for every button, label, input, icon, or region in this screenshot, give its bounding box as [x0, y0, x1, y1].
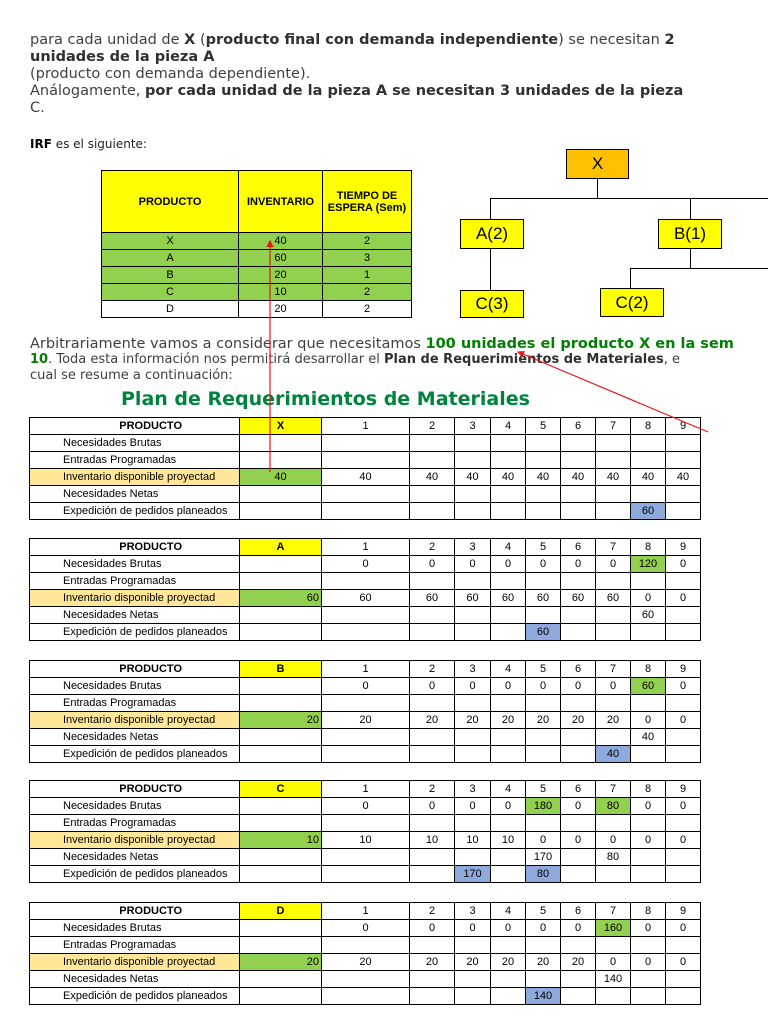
mrp-week-header: 1	[322, 903, 410, 920]
mrp-cell: 20	[491, 954, 526, 971]
mrp-week-header: 4	[491, 903, 526, 920]
mrp-week-header: 5	[526, 661, 561, 678]
inventory-cell: B	[102, 267, 239, 284]
mrp-week-header: 6	[561, 903, 596, 920]
mrp-cell: 0	[666, 712, 701, 729]
mrp-cell: 80	[596, 798, 631, 815]
mrp-row-label: Necesidades Netas	[30, 971, 240, 988]
mrp-row-label: Necesidades Netas	[30, 486, 240, 503]
mrp-cell: 10	[491, 832, 526, 849]
mrp-week-header: 7	[596, 539, 631, 556]
inventory-cell: 20	[239, 301, 323, 318]
mrp-product-name: D	[240, 903, 322, 920]
mrp-week-header: 1	[322, 661, 410, 678]
mrp-week-header: 3	[455, 418, 491, 435]
mrp-cell: 0	[410, 678, 455, 695]
mrp-initial-inventory: 10	[240, 832, 322, 849]
mrp-cell: 140	[596, 971, 631, 988]
inventory-cell: 3	[323, 250, 412, 267]
mrp-cell: 0	[455, 678, 491, 695]
mrp-row-label: Expedición de pedidos planeados	[30, 866, 240, 883]
mrp-cell: 0	[455, 798, 491, 815]
mrp-week-header: 9	[666, 418, 701, 435]
inventory-cell: 20	[239, 267, 323, 284]
mrp-week-header: 9	[666, 539, 701, 556]
mrp-initial-inventory: 20	[240, 712, 322, 729]
mrp-product-label: PRODUCTO	[30, 539, 240, 556]
mrp-cell: 80	[526, 866, 561, 883]
mrp-week-header: 7	[596, 418, 631, 435]
mrp-cell: 20	[455, 954, 491, 971]
mrp-cell: 180	[526, 798, 561, 815]
mrp-cell: 20	[526, 954, 561, 971]
mrp-cell: 0	[322, 556, 410, 573]
inventory-header-cell: PRODUCTO	[102, 171, 239, 233]
mrp-cell: 20	[561, 712, 596, 729]
mrp-week-header: 5	[526, 903, 561, 920]
mrp-cell: 20	[561, 954, 596, 971]
inventory-cell: C	[102, 284, 239, 301]
mrp-week-header: 7	[596, 661, 631, 678]
mrp-cell: 0	[666, 556, 701, 573]
mrp-cell: 0	[596, 832, 631, 849]
mrp-cell: 20	[455, 712, 491, 729]
mrp-cell: 40	[455, 469, 491, 486]
mrp-week-header: 1	[322, 781, 410, 798]
mrp-week-header: 2	[410, 661, 455, 678]
mrp-cell: 20	[322, 954, 410, 971]
mrp-week-header: 8	[631, 418, 666, 435]
mrp-cell: 0	[491, 678, 526, 695]
plan-title: Plan de Requerimientos de Materiales	[121, 388, 530, 410]
mrp-cell: 40	[491, 469, 526, 486]
mrp-cell: 60	[631, 503, 666, 520]
arrow-demand-link	[518, 352, 708, 432]
mrp-cell: 60	[631, 678, 666, 695]
mrp-week-header: 2	[410, 539, 455, 556]
requirement-paragraph: Arbitrariamente vamos a considerar que necesitamos 100 unidades el producto X en la sem 10. Toda esta información nos permitirá desarrollar el Plan de Requerimientos de Materiales, e cual se resume a continuación:	[30, 336, 734, 383]
mrp-cell: 0	[596, 678, 631, 695]
mrp-cell: 0	[666, 954, 701, 971]
mrp-product-label: PRODUCTO	[30, 781, 240, 798]
mrp-cell: 10	[455, 832, 491, 849]
mrp-cell: 0	[666, 590, 701, 607]
mrp-week-header: 6	[561, 661, 596, 678]
mrp-product-name: B	[240, 661, 322, 678]
tree-node-c-under-a: C(3)	[460, 290, 524, 318]
mrp-cell: 0	[666, 798, 701, 815]
mrp-row-label: Necesidades Netas	[30, 849, 240, 866]
inventory-cell: 1	[323, 267, 412, 284]
mrp-row-label: Inventario disponible proyectad	[30, 712, 240, 729]
mrp-product-name: X	[240, 418, 322, 435]
mrp-week-header: 7	[596, 781, 631, 798]
mrp-week-header: 5	[526, 539, 561, 556]
mrp-week-header: 9	[666, 781, 701, 798]
inventory-header-cell: TIEMPO DE ESPERA (Sem)	[323, 171, 412, 233]
mrp-cell: 0	[491, 920, 526, 937]
mrp-row-label: Inventario disponible proyectad	[30, 469, 240, 486]
mrp-row-label: Necesidades Brutas	[30, 798, 240, 815]
intro-text: para cada unidad de X (producto final con demanda independiente) se necesitan 2 unidades de la pieza A (producto con demanda dependiente). Análogamente, por cada unidad de la pieza A se necesitan 3 unidades de la pieza C.	[30, 32, 684, 116]
mrp-row-label: Necesidades Brutas	[30, 435, 240, 452]
mrp-cell: 0	[322, 920, 410, 937]
mrp-cell: 0	[410, 920, 455, 937]
mrp-product-name: C	[240, 781, 322, 798]
mrp-cell: 40	[561, 469, 596, 486]
mrp-cell: 0	[410, 556, 455, 573]
mrp-cell: 20	[410, 712, 455, 729]
mrp-cell: 20	[526, 712, 561, 729]
mrp-row-label: Expedición de pedidos planeados	[30, 624, 240, 641]
tree-node-a: A(2)	[460, 219, 524, 249]
mrp-row-label: Entradas Programadas	[30, 452, 240, 469]
mrp-cell: 40	[631, 729, 666, 746]
mrp-cell: 0	[631, 920, 666, 937]
inventory-cell: 2	[323, 233, 412, 250]
mrp-cell: 0	[666, 832, 701, 849]
mrp-cell: 10	[322, 832, 410, 849]
mrp-row-label: Necesidades Brutas	[30, 556, 240, 573]
mrp-cell: 60	[526, 624, 561, 641]
inventory-header-cell: INVENTARIO	[239, 171, 323, 233]
mrp-initial-inventory: 60	[240, 590, 322, 607]
mrp-cell: 0	[322, 798, 410, 815]
mrp-row-label: Entradas Programadas	[30, 937, 240, 954]
mrp-cell: 170	[526, 849, 561, 866]
mrp-week-header: 4	[491, 539, 526, 556]
mrp-cell: 0	[491, 556, 526, 573]
mrp-cell: 0	[410, 798, 455, 815]
mrp-cell: 170	[455, 866, 491, 883]
mrp-cell: 10	[410, 832, 455, 849]
mrp-cell: 20	[322, 712, 410, 729]
mrp-cell: 40	[526, 469, 561, 486]
mrp-cell: 0	[666, 678, 701, 695]
mrp-cell: 0	[526, 920, 561, 937]
mrp-cell: 60	[322, 590, 410, 607]
mrp-cell: 40	[631, 469, 666, 486]
mrp-week-header: 8	[631, 903, 666, 920]
mrp-cell: 0	[631, 798, 666, 815]
mrp-week-header: 1	[322, 539, 410, 556]
mrp-cell: 60	[596, 590, 631, 607]
mrp-row-label: Entradas Programadas	[30, 695, 240, 712]
inventory-cell: D	[102, 301, 239, 318]
mrp-week-header: 6	[561, 539, 596, 556]
tree-node-c-under-b: C(2)	[600, 288, 664, 317]
mrp-product-name: A	[240, 539, 322, 556]
mrp-cell: 0	[631, 832, 666, 849]
mrp-week-header: 2	[410, 903, 455, 920]
mrp-row-label: Necesidades Brutas	[30, 920, 240, 937]
mrp-week-header: 3	[455, 781, 491, 798]
mrp-row-label: Inventario disponible proyectad	[30, 954, 240, 971]
mrp-cell: 40	[596, 469, 631, 486]
inventory-cell: X	[102, 233, 239, 250]
mrp-week-header: 5	[526, 781, 561, 798]
mrp-cell: 60	[455, 590, 491, 607]
mrp-row-label: Entradas Programadas	[30, 573, 240, 590]
inventory-cell: 2	[323, 301, 412, 318]
mrp-week-header: 3	[455, 661, 491, 678]
mrp-cell: 80	[596, 849, 631, 866]
mrp-row-label: Necesidades Netas	[30, 607, 240, 624]
tree-node-b: B(1)	[658, 219, 722, 249]
mrp-cell: 60	[410, 590, 455, 607]
irf-caption: IRF es el siguiente:	[30, 137, 147, 151]
mrp-cell: 20	[596, 712, 631, 729]
mrp-week-header: 3	[455, 539, 491, 556]
mrp-cell: 0	[631, 954, 666, 971]
inventory-cell: 2	[323, 284, 412, 301]
mrp-initial-inventory: 40	[240, 469, 322, 486]
mrp-cell: 120	[631, 556, 666, 573]
mrp-week-header: 2	[410, 418, 455, 435]
mrp-cell: 0	[455, 920, 491, 937]
mrp-cell: 60	[631, 607, 666, 624]
mrp-cell: 40	[410, 469, 455, 486]
mrp-week-header: 8	[631, 781, 666, 798]
mrp-week-header: 1	[322, 418, 410, 435]
mrp-product-label: PRODUCTO	[30, 661, 240, 678]
mrp-week-header: 4	[491, 661, 526, 678]
mrp-row-label: Necesidades Netas	[30, 729, 240, 746]
mrp-week-header: 3	[455, 903, 491, 920]
inventory-cell: 40	[239, 233, 323, 250]
mrp-week-header: 8	[631, 539, 666, 556]
mrp-cell: 60	[491, 590, 526, 607]
mrp-row-label: Inventario disponible proyectad	[30, 832, 240, 849]
mrp-row-label: Entradas Programadas	[30, 815, 240, 832]
mrp-initial-inventory: 20	[240, 954, 322, 971]
mrp-row-label: Necesidades Brutas	[30, 678, 240, 695]
mrp-cell: 160	[596, 920, 631, 937]
mrp-cell: 20	[410, 954, 455, 971]
mrp-cell: 20	[491, 712, 526, 729]
mrp-row-label: Expedición de pedidos planeados	[30, 988, 240, 1005]
mrp-row-label: Inventario disponible proyectad	[30, 590, 240, 607]
mrp-cell: 0	[596, 954, 631, 971]
mrp-product-label: PRODUCTO	[30, 418, 240, 435]
mrp-cell: 0	[526, 556, 561, 573]
mrp-cell: 0	[561, 920, 596, 937]
mrp-week-header: 2	[410, 781, 455, 798]
mrp-week-header: 5	[526, 418, 561, 435]
mrp-cell: 0	[631, 712, 666, 729]
mrp-week-header: 7	[596, 903, 631, 920]
inventory-cell: 60	[239, 250, 323, 267]
mrp-cell: 40	[322, 469, 410, 486]
mrp-row-label: Expedición de pedidos planeados	[30, 503, 240, 520]
mrp-cell: 0	[526, 832, 561, 849]
mrp-cell: 0	[666, 920, 701, 937]
mrp-cell: 0	[322, 678, 410, 695]
inventory-cell: 10	[239, 284, 323, 301]
mrp-week-header: 6	[561, 781, 596, 798]
mrp-product-label: PRODUCTO	[30, 903, 240, 920]
mrp-week-header: 8	[631, 661, 666, 678]
mrp-week-header: 4	[491, 418, 526, 435]
mrp-cell: 60	[526, 590, 561, 607]
mrp-week-header: 4	[491, 781, 526, 798]
mrp-week-header: 9	[666, 903, 701, 920]
mrp-cell: 0	[561, 556, 596, 573]
mrp-cell: 0	[526, 678, 561, 695]
mrp-cell: 0	[561, 678, 596, 695]
mrp-row-label: Expedición de pedidos planeados	[30, 746, 240, 763]
mrp-cell: 0	[631, 590, 666, 607]
inventory-cell: A	[102, 250, 239, 267]
mrp-cell: 0	[491, 798, 526, 815]
mrp-week-header: 9	[666, 661, 701, 678]
mrp-cell: 0	[455, 556, 491, 573]
mrp-cell: 60	[561, 590, 596, 607]
tree-node-x: X	[566, 149, 629, 179]
mrp-cell: 40	[596, 746, 631, 763]
mrp-cell: 40	[666, 469, 701, 486]
mrp-cell: 0	[561, 798, 596, 815]
mrp-week-header: 6	[561, 418, 596, 435]
mrp-cell: 0	[561, 832, 596, 849]
mrp-cell: 0	[596, 556, 631, 573]
mrp-cell: 140	[526, 988, 561, 1005]
